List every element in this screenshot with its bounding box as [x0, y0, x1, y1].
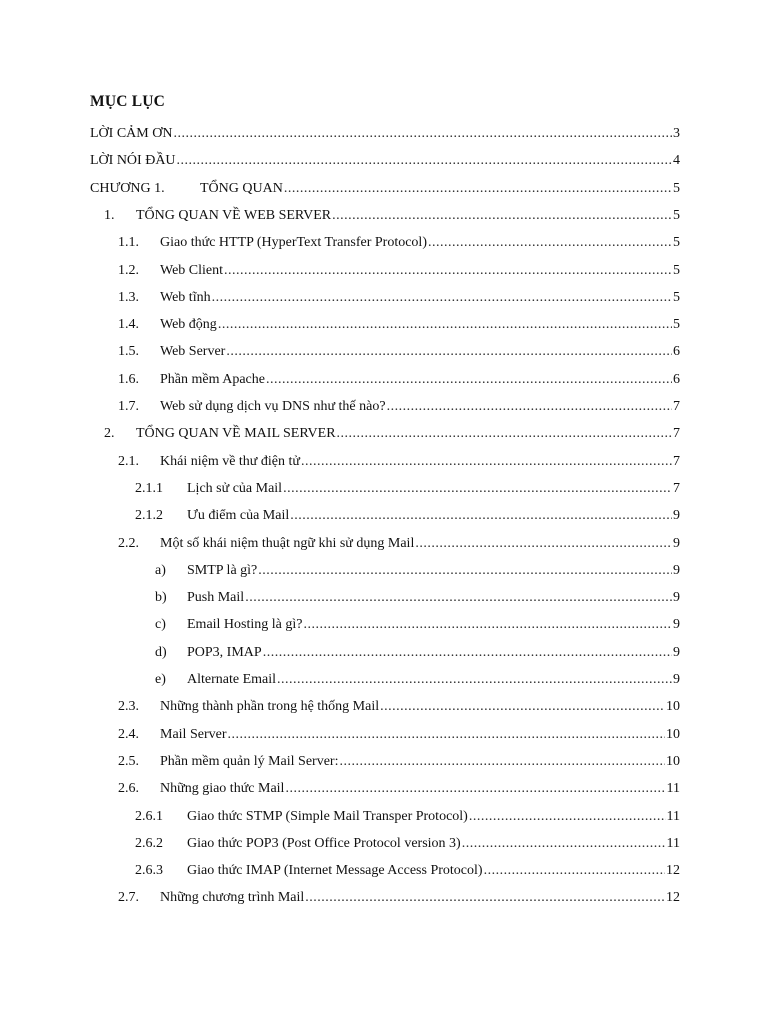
toc-entry-title: TỔNG QUAN VỀ WEB SERVER	[136, 207, 332, 223]
toc-entry-title: Web Client	[160, 262, 224, 278]
toc-entry-page-number: 10	[666, 726, 680, 742]
dot-leader	[387, 398, 672, 416]
toc-entry[interactable]	[90, 121, 680, 143]
toc-entry-title: Một số khái niệm thuật ngữ khi sử dụng Mail	[160, 535, 415, 551]
toc-entry-number: 1.6.	[118, 371, 139, 387]
toc-entry-title: POP3, IMAP	[187, 644, 262, 660]
toc-entry[interactable]	[104, 203, 680, 225]
toc-entry-title: LỜI NÓI ĐẦU	[90, 153, 176, 169]
toc-entry-page-number: 7	[673, 453, 680, 469]
toc-entry[interactable]	[118, 339, 680, 361]
toc-entry-title: Phần mềm Apache	[160, 371, 265, 387]
toc-entry[interactable]	[118, 749, 680, 771]
toc-entry-number: b)	[155, 590, 167, 606]
dot-leader	[227, 726, 665, 744]
toc-entry-number: 1.4.	[118, 317, 139, 333]
toc-entry-title: SMTP là gì?	[187, 562, 258, 578]
toc-entry-number: 2.1.1	[135, 480, 163, 496]
toc-entry[interactable]	[135, 476, 680, 498]
toc-entry-page-number: 9	[673, 508, 680, 524]
toc-entry-title: Phần mềm quản lý Mail Server:	[160, 753, 339, 769]
toc-entry[interactable]	[118, 285, 680, 307]
toc-entry-title: Những chương trình Mail	[160, 890, 305, 906]
toc-entry[interactable]	[135, 503, 680, 525]
toc-entry-title: Ưu điểm của Mail	[187, 508, 290, 524]
dot-leader	[173, 125, 672, 143]
toc-entry-number: 2.7.	[118, 890, 139, 906]
toc-entry-page-number: 5	[673, 180, 680, 196]
toc-entry[interactable]	[155, 585, 680, 607]
toc-entry-number: 2.3.	[118, 699, 139, 715]
toc-entry[interactable]	[118, 449, 680, 471]
toc-entry-page-number: 9	[673, 617, 680, 633]
dot-leader	[285, 780, 665, 798]
toc-entry-number: 1.3.	[118, 289, 139, 305]
toc-entry[interactable]	[155, 667, 680, 689]
toc-entry[interactable]	[118, 531, 680, 553]
toc-entry-page-number: 5	[673, 235, 680, 251]
toc-entry[interactable]	[118, 258, 680, 280]
dot-leader	[284, 180, 672, 198]
dot-leader	[258, 562, 672, 580]
toc-entry[interactable]	[90, 176, 680, 198]
toc-entry-number: 2.5.	[118, 753, 139, 769]
toc-entry[interactable]	[118, 394, 680, 416]
dot-leader	[266, 371, 672, 389]
dot-leader	[283, 480, 672, 498]
toc-entry-page-number: 5	[673, 289, 680, 305]
toc-entry[interactable]	[135, 858, 680, 880]
toc-entry-title: Những thành phần trong hệ thống Mail	[160, 699, 380, 715]
toc-entry-number: 2.6.2	[135, 835, 163, 851]
toc-entry-number: a)	[155, 562, 166, 578]
toc-entry[interactable]	[135, 804, 680, 826]
toc-entry-page-number: 7	[673, 480, 680, 496]
dot-leader	[218, 316, 672, 334]
toc-entry-number: 2.	[104, 426, 115, 442]
dot-leader	[303, 616, 672, 634]
toc-entry-page-number: 12	[666, 890, 680, 906]
dot-leader	[212, 289, 672, 307]
toc-entry-title: Web động	[160, 317, 217, 333]
toc-entry-title: Push Mail	[187, 590, 245, 606]
toc-entry[interactable]	[118, 885, 680, 907]
dot-leader	[332, 207, 672, 225]
toc-entry-title: Web tĩnh	[160, 289, 211, 305]
toc-entry-number: 1.2.	[118, 262, 139, 278]
toc-entry-number: 2.1.	[118, 453, 139, 469]
toc-entry-page-number: 6	[673, 344, 680, 360]
dot-leader	[337, 425, 672, 443]
toc-entry[interactable]	[135, 831, 680, 853]
toc-entry-title: TỔNG QUAN VỀ MAIL SERVER	[136, 426, 336, 442]
toc-entry[interactable]	[155, 558, 680, 580]
toc-entry-title: Những giao thức Mail	[160, 781, 285, 797]
toc-entry-title: Giao thức POP3 (Post Office Protocol version 3)	[187, 835, 461, 851]
toc-entry-page-number: 11	[666, 781, 680, 797]
toc-entry[interactable]	[104, 421, 680, 443]
toc-entry-page-number: 6	[673, 371, 680, 387]
toc-entry-page-number: 9	[673, 535, 680, 551]
toc-entry-number: 2.6.1	[135, 808, 163, 824]
toc-entry-title: Web Server	[160, 344, 226, 360]
dot-leader	[462, 835, 666, 853]
toc-entry-page-number: 9	[673, 590, 680, 606]
dot-leader	[263, 644, 672, 662]
toc-entry-number: c)	[155, 617, 166, 633]
toc-entry-page-number: 5	[673, 262, 680, 278]
toc-entry-page-number: 9	[673, 562, 680, 578]
toc-entry[interactable]	[118, 776, 680, 798]
toc-entry-number: 2.4.	[118, 726, 139, 742]
dot-leader	[428, 234, 672, 252]
toc-entry-number: 2.1.2	[135, 508, 163, 524]
toc-entry-title: LỜI CẢM ƠN	[90, 126, 173, 141]
toc-entry-title: TỔNG QUAN	[200, 180, 283, 196]
dot-leader	[484, 862, 665, 880]
toc-entry-number: 2.2.	[118, 535, 139, 551]
toc-title: MỤC LỤC	[90, 93, 166, 110]
toc-entry-number: 1.	[104, 207, 115, 223]
toc-entry-number: 2.6.3	[135, 863, 163, 879]
dot-leader	[301, 453, 672, 471]
dot-leader	[415, 535, 672, 553]
toc-entry[interactable]	[118, 230, 680, 252]
dot-leader	[245, 589, 672, 607]
toc-entry-page-number: 5	[673, 207, 680, 223]
toc-entry-page-number: 4	[673, 153, 680, 169]
dot-leader	[339, 753, 665, 771]
toc-entry[interactable]	[118, 367, 680, 389]
toc-entry-number: 1.5.	[118, 344, 139, 360]
dot-leader	[290, 507, 672, 525]
toc-entry-title: Giao thức STMP (Simple Mail Transper Protocol)	[187, 808, 468, 824]
toc-entry-number: d)	[155, 644, 167, 660]
dot-leader	[224, 262, 672, 280]
dot-leader	[380, 698, 665, 716]
toc-entry-title: Khái niệm về thư điện tử	[160, 453, 300, 469]
toc-entry-number: 2.6.	[118, 781, 139, 797]
dot-leader	[277, 671, 672, 689]
dot-leader	[469, 808, 666, 826]
toc-entry-title: Alternate Email	[187, 672, 277, 687]
toc-entry-title: Mail Server	[160, 726, 227, 742]
toc-entry-page-number: 9	[673, 672, 680, 687]
dot-leader	[177, 152, 672, 170]
toc-entry-page-number: 7	[673, 399, 680, 414]
toc-entry[interactable]	[90, 148, 680, 170]
toc-entry-page-number: 7	[673, 426, 680, 442]
toc-entry-title: Giao thức HTTP (HyperText Transfer Protocol)	[160, 235, 427, 251]
toc-entry-number: e)	[155, 672, 166, 687]
toc-entry-page-number: 11	[666, 835, 680, 851]
toc-entry[interactable]	[118, 694, 680, 716]
toc-entry-number: 1.1.	[118, 235, 139, 251]
dot-leader	[226, 343, 672, 361]
toc-entry-page-number: 10	[666, 753, 680, 769]
dot-leader	[305, 889, 665, 907]
toc-entry-title: Web sử dụng dịch vụ DNS như thế nào?	[160, 399, 386, 414]
toc-entry[interactable]	[155, 640, 680, 662]
toc-entry-page-number: 9	[673, 644, 680, 660]
toc-entry[interactable]	[155, 612, 680, 634]
toc-entry-page-number: 10	[666, 699, 680, 715]
toc-entry-page-number: 11	[666, 808, 680, 824]
toc-entry-page-number: 5	[673, 317, 680, 333]
toc-entry-page-number: 12	[666, 863, 680, 879]
toc-entry-title: Giao thức IMAP (Internet Message Access Protocol)	[187, 863, 483, 879]
toc-entry-number: 1.7.	[118, 399, 139, 414]
toc-entry[interactable]	[118, 722, 680, 744]
toc-entry-title: Lịch sử của Mail	[187, 480, 283, 496]
toc-entry-title: Email Hosting là gì?	[187, 617, 303, 633]
toc-entry-page-number: 3	[673, 126, 680, 141]
toc-entry-number: CHƯƠNG 1.	[90, 180, 165, 196]
toc-entry[interactable]	[118, 312, 680, 334]
